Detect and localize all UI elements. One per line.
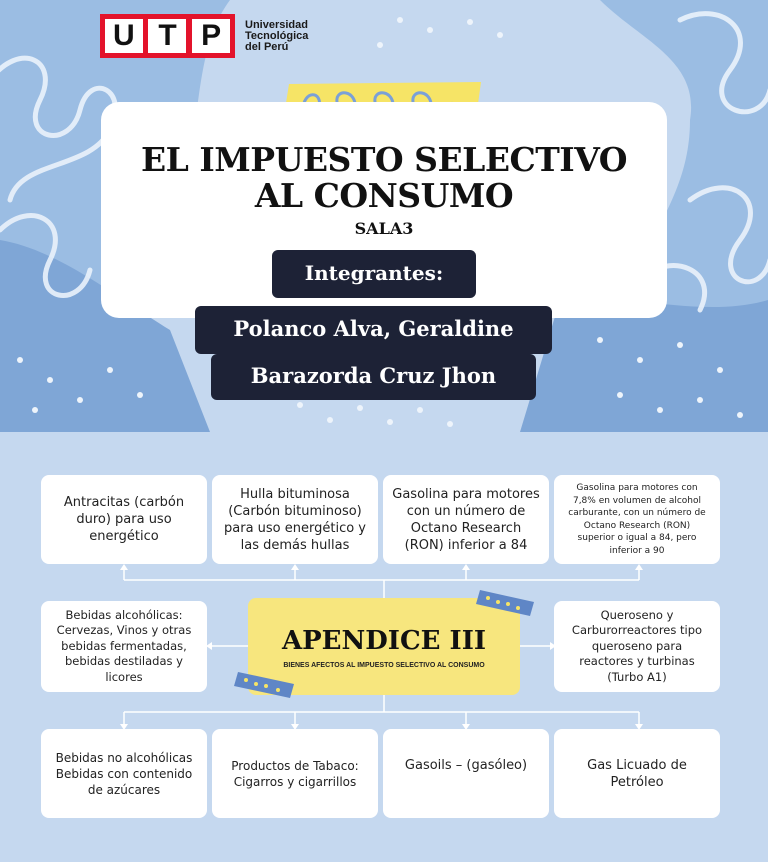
item-box-gasolina-90: [554, 475, 720, 564]
member-name: Polanco Alva, Geraldine: [195, 306, 552, 354]
logo-text-line: del Perú: [245, 40, 289, 53]
title-line: EL IMPUESTO SELECTIVO: [140, 140, 628, 179]
item-text: Antracitas (carbón duro) para uso energético: [63, 495, 185, 544]
item-text: Queroseno y Carburorreactores tipo queroseno para reactores y turbinas (Turbo A1): [571, 607, 703, 684]
item-box-antracitas: [41, 475, 207, 564]
item-text: Productos de Tabaco: Cigarros y cigarrillos: [231, 758, 359, 789]
item-text: Gasolina para motores con un número de Octano Research (RON) inferior a 84: [392, 486, 540, 553]
item-box-gasolina-84: [383, 475, 549, 564]
item-box-hulla: [212, 475, 378, 564]
item-box-queroseno: [554, 601, 720, 692]
logo-letter-u: U: [105, 19, 143, 53]
center-subtitle: BIENES AFECTOS AL IMPUESTO SELECTIVO AL CONSUMO: [283, 662, 485, 669]
item-box-tabaco: [212, 729, 378, 818]
logo-text-line: Tecnológica: [245, 29, 309, 42]
item-text: Hulla bituminosa (Carbón bituminoso) para uso energético y las demás hullas: [224, 486, 366, 553]
item-text: Bebidas alcohólicas: Cervezas, Vinos y otras bebidas fermentadas, bebidas destiladas y licores: [56, 607, 192, 684]
logo-letter-t: T: [148, 19, 186, 53]
title-line: AL CONSUMO: [254, 176, 514, 215]
tape-decoration: [234, 670, 296, 700]
item-box-bebidas-alcoholicas: [41, 601, 207, 692]
item-text: Gasoils – (gasóleo): [404, 758, 528, 773]
item-text: Gasolina para motores con 7,8% en volumen de alcohol carburante, con un número de Octano Research (RON) superior o igual a 84, pero inferior a 90: [568, 483, 706, 556]
item-box-bebidas-no-alcoholicas: [41, 729, 207, 818]
item-box-glp: [554, 729, 720, 818]
logo-text-line: Universidad: [245, 18, 308, 31]
logo-letter-p: P: [192, 19, 230, 53]
member-name: Barazorda Cruz Jhon: [211, 354, 536, 400]
item-text: Bebidas no alcohólicas Bebidas con contenido de azúcares: [55, 750, 193, 797]
tape-decoration: [476, 588, 536, 618]
item-box-gasoils: [383, 729, 549, 818]
integrantes-label: Integrantes:: [272, 250, 476, 298]
center-title: APENDICE III: [281, 626, 487, 656]
page-subtitle: SALA3: [354, 219, 414, 238]
item-text: Gas Licuado de Petróleo: [587, 757, 687, 790]
